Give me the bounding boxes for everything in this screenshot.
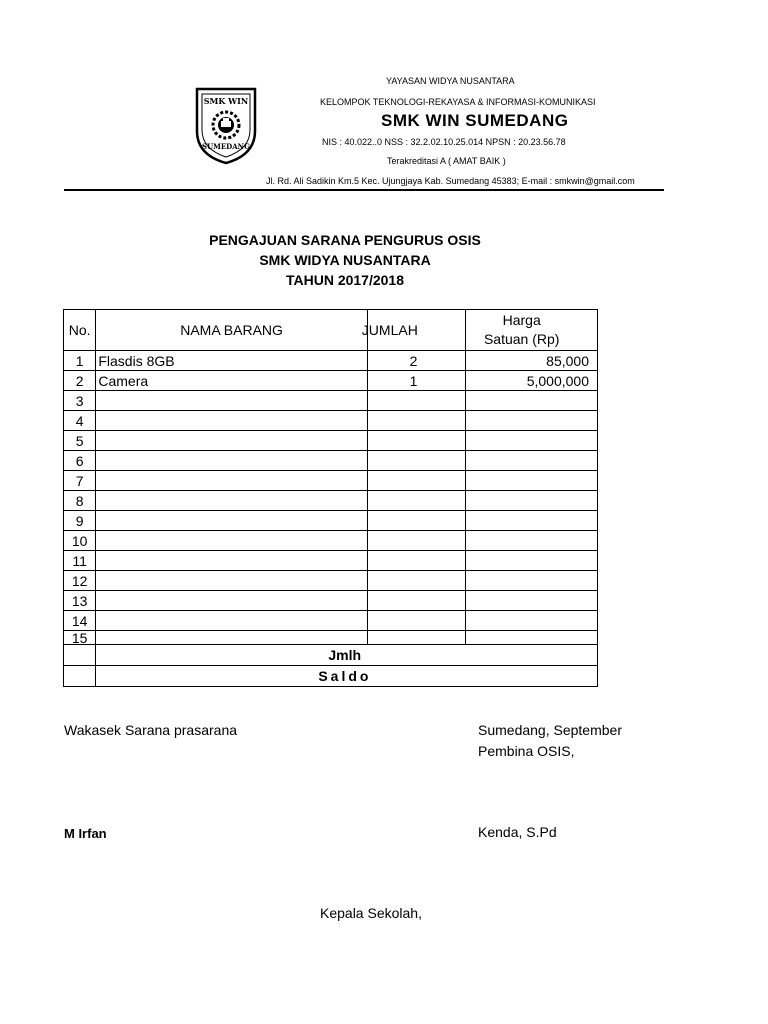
header-price — [466, 310, 598, 351]
doc-title-line3: TAHUN 2017/2018 — [285, 272, 405, 288]
logo-text-bottom: SUMEDANG — [201, 142, 251, 151]
school-address: Jl. Rd. Ali Sadikin Km.5 Kec. Ujungjaya Kab. Sumedang 45383; E-mail : smkwin@gmail.com — [266, 176, 635, 186]
cell-qty — [367, 631, 466, 645]
cell-name — [96, 411, 367, 431]
group-name: KELOMPOK TEKNOLOGI-REKAYASA & INFORMASI-KOMUNIKASI — [320, 97, 596, 107]
cell-no: 9 — [64, 511, 96, 531]
table-row — [64, 551, 598, 571]
table-row — [64, 391, 598, 411]
right-signer-name: Kenda, S.Pd — [478, 824, 557, 840]
cell-qty — [367, 591, 466, 611]
header-price-line1: Harga — [502, 312, 541, 328]
cell-qty — [367, 411, 466, 431]
cell-qty — [367, 551, 466, 571]
cell-name — [96, 591, 367, 611]
cell-no: 2 — [64, 371, 96, 391]
cell-price — [466, 431, 598, 451]
cell-price: 85,000 — [466, 351, 598, 371]
table-row — [64, 591, 598, 611]
cell-no: 5 — [64, 431, 96, 451]
cell-no: 11 — [64, 551, 96, 571]
items-table — [63, 309, 598, 687]
total-row-spacer — [64, 645, 96, 666]
header-qty-label: JUMLAH — [361, 322, 418, 338]
table-row — [64, 431, 598, 451]
saldo-row-spacer — [64, 666, 96, 687]
table-row — [64, 371, 598, 391]
cell-price — [466, 451, 598, 471]
cell-price — [466, 531, 598, 551]
cell-price — [466, 551, 598, 571]
cell-name: Flasdis 8GB — [96, 351, 367, 371]
cell-no: 8 — [64, 491, 96, 511]
cell-name — [96, 631, 367, 645]
doc-title-line2: SMK WIDYA NUSANTARA — [259, 252, 431, 268]
table-row — [64, 491, 598, 511]
cell-qty: 2 — [367, 351, 466, 371]
cell-no: 3 — [64, 391, 96, 411]
table-header-row — [64, 310, 598, 351]
cell-no: 4 — [64, 411, 96, 431]
cell-price — [466, 591, 598, 611]
cell-price — [466, 631, 598, 645]
place-date: Sumedang, September — [478, 722, 622, 738]
school-name: SMK WIN SUMEDANG — [381, 111, 569, 130]
cell-qty — [367, 531, 466, 551]
cell-name — [96, 491, 367, 511]
cell-name — [96, 611, 367, 631]
cell-name — [96, 451, 367, 471]
total-row — [64, 645, 598, 666]
cell-name: Camera — [96, 371, 367, 391]
cell-price — [466, 471, 598, 491]
cell-qty: 1 — [367, 371, 466, 391]
header-name: NAMA BARANG — [96, 310, 367, 351]
table-row — [64, 411, 598, 431]
cell-price — [466, 491, 598, 511]
table-row — [64, 611, 598, 631]
school-logo — [193, 85, 259, 165]
cell-no: 13 — [64, 591, 96, 611]
header-no: No. — [64, 310, 96, 351]
saldo-row — [64, 666, 598, 687]
cell-price — [466, 511, 598, 531]
table-row — [64, 531, 598, 551]
cell-no: 10 — [64, 531, 96, 551]
cell-qty — [367, 491, 466, 511]
table-row — [64, 571, 598, 591]
cell-qty — [367, 391, 466, 411]
cell-no: 14 — [64, 611, 96, 631]
table-row — [64, 631, 598, 645]
letterhead-divider — [64, 189, 664, 191]
table-row — [64, 511, 598, 531]
foundation-name: YAYASAN WIDYA NUSANTARA — [386, 76, 515, 86]
cell-qty — [367, 451, 466, 471]
cell-price: 5,000,000 — [466, 371, 598, 391]
left-signer-role: Wakasek Sarana prasarana — [64, 722, 238, 738]
cell-name — [96, 471, 367, 491]
logo-text-top: SMK WIN — [203, 96, 249, 106]
cell-name — [96, 551, 367, 571]
right-signer-role: Pembina OSIS, — [478, 743, 575, 759]
cell-no: 15 — [64, 631, 96, 645]
principal-role: Kepala Sekolah, — [320, 905, 422, 921]
cell-no: 1 — [64, 351, 96, 371]
cell-qty — [367, 471, 466, 491]
cell-price — [466, 391, 598, 411]
table-row — [64, 351, 598, 371]
saldo-text: Saldo — [318, 668, 372, 684]
cell-qty — [367, 511, 466, 531]
doc-title-line1: PENGAJUAN SARANA PENGURUS OSIS — [209, 232, 481, 248]
cell-no: 7 — [64, 471, 96, 491]
cell-price — [466, 611, 598, 631]
cell-qty — [367, 431, 466, 451]
total-label: Jmlh — [96, 645, 598, 666]
cell-qty — [367, 571, 466, 591]
cell-name — [96, 391, 367, 411]
accreditation: Terakreditasi A ( AMAT BAIK ) — [387, 156, 506, 166]
cell-no: 6 — [64, 451, 96, 471]
cell-name — [96, 431, 367, 451]
cell-name — [96, 571, 367, 591]
school-ids: NIS : 40.022..0 NSS : 32.2.02.10.25.014 NPSN : 20.23.56.78 — [322, 137, 566, 147]
cell-name — [96, 531, 367, 551]
left-signer-name: M Irfan — [64, 826, 107, 841]
table-row — [64, 451, 598, 471]
header-price-line2: Satuan (Rp) — [483, 331, 560, 347]
cell-price — [466, 571, 598, 591]
cell-name — [96, 511, 367, 531]
saldo-label — [96, 666, 598, 687]
cell-no: 12 — [64, 571, 96, 591]
cell-price — [466, 411, 598, 431]
table-row — [64, 471, 598, 491]
cell-qty — [367, 611, 466, 631]
